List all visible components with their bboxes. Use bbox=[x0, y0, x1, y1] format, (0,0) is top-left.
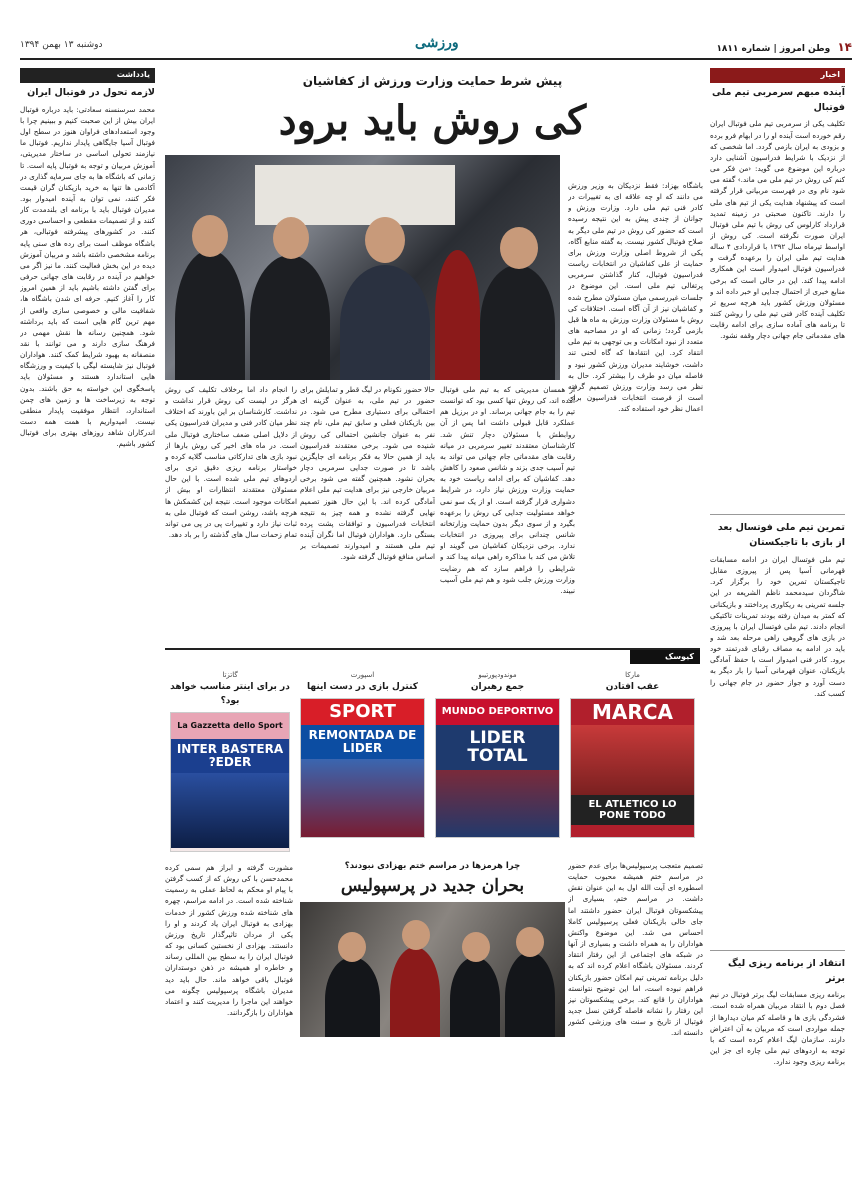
page-number: ۱۴ bbox=[837, 40, 852, 54]
news-title-1: آینده مبهم سرمربی تیم ملی فوتبال bbox=[712, 87, 845, 113]
issue-date: دوشنبه ۱۳ بهمن ۱۳۹۴ bbox=[20, 40, 103, 50]
cover-paper-name: موندودپورتیبو bbox=[478, 671, 517, 679]
issue-number: وطن امروز | شماره ۱۸۱۱ bbox=[716, 44, 831, 54]
cover-title: عقب افتادن bbox=[605, 681, 660, 692]
cover-image bbox=[300, 698, 425, 838]
main-headline: کی روش باید برود bbox=[278, 97, 587, 144]
cover-image bbox=[435, 698, 560, 838]
cover-card bbox=[435, 670, 560, 838]
section-logo: ورزشی bbox=[415, 35, 459, 51]
kiosk-label: کیوسک bbox=[630, 650, 700, 664]
news-body-3: برنامه ریزی مسابقات لیگ برتر فوتبال در نیم فصل دوم با انتقاد مربیان همراه شده است. فشردگی بازی ها و فاصله کم میان دیدارها از جمله مواردی است که مربیان به آن اعتراض دارند. سازمان لیگ اعلام کرده است که با توجه به اردوهای تیم ملی چاره ای جز این برنامه ریزی وجود ندارد. bbox=[710, 990, 845, 1067]
main-body-right: باشگاه بهزاد: فقط نزدیکان به وزیر ورزش می دانند که او چه علاقه ای به تغییرات در کادر فنی تیم ملی دارد. وزارت ورزش و جوانان از چندی پیش به این نتیجه رسیده است که حضور کی روش در تیم ملی دیگر به صلاح فوتبال کشور نیست. به گفته منابع آگاه، یکی از شروط اصلی وزارت ورزش برای حمایت از علی کفاشیان در انتخابات ریاست فدراسیون فوتبال، کنار گذاشتن سرمربی پرتغالی تیم ملی است. این موضوع در جلسات غیررسمی میان مسئولان مطرح شده و کفاشیان نیز از آن آگاه است. اختلافات کی روش با مسئولان وزارت ورزش به ماه ها قبل بازمی گردد؛ زمانی که او در مصاحبه های متعدد از نبود امکانات و بی توجهی به تیم ملی انتقاد کرد. این انتقادها که گاه لحنی تند داشت، خوشایند مدیران ورزش کشور نبود و فاصله میان دو طرف را بیشتر کرد. حال به نظر می رسد وزارت ورزش تصمیم گرفته است از فرصت انتخابات فدراسیون برای اعمال نظر خود استفاده کند. bbox=[568, 181, 703, 414]
bottom-kicker: چرا هرمزها در مراسم ختم بهزادی نبودند؟ bbox=[344, 861, 521, 871]
main-kicker: پیش شرط حمایت وزارت ورزش از کفاشیان bbox=[302, 74, 563, 88]
divider bbox=[710, 514, 845, 515]
main-body-mid-right: از همسان مدیریتی که به تیم ملی فوتبال آمده اند، کی روش تنها کسی بود که توانست تیم را به جام جهانی برساند. او در برزیل هم عملکرد قابل قبولی داشت اما پس از آن روابطش با مسئولان دچار تنش شد. کارشناسان معتقدند تغییر سرمربی در میانه رقابت های مقدماتی جام جهانی می تواند به تیم آسیب جدی بزند و شانس صعود را کاهش دهد. کفاشیان که برای ادامه ریاست خود به حمایت وزارت ورزش نیاز دارد، در شرایط دشواری قرار گرفته است. او از یک سو نمی خواهد مسئولیت جدایی کی روش را برعهده بگیرد و از سوی دیگر بدون حمایت وزارتخانه شانس چندانی برای پیروزی در انتخابات ندارد. برخی نزدیکان کفاشیان می گویند او تلاش می کند با مذاکره راهی میانه پیدا کند و شرایطی را فراهم سازد که هم رضایت وزارت ورزش جلب شود و هم تیم ملی آسیب نبیند. bbox=[440, 385, 575, 595]
divider bbox=[710, 950, 845, 951]
bottom-headline: بحران جدید در پرسپولیس bbox=[340, 876, 525, 896]
cover-card bbox=[300, 670, 425, 838]
cover-masthead: MUNDO DEPORTIVO bbox=[436, 699, 559, 725]
right-news-column bbox=[710, 68, 845, 1183]
main-photo bbox=[165, 155, 560, 380]
opinion-body: محمد سرسنسنه سعادتی: باید درباره فوتبال ایران بیش از این صحبت کنیم و ببینیم چرا با وجود استعدادهای فراوان هنوز در سطح اول فوتبال آسیا جایگاهی پایدار نداریم. فوتبال ما نیازمند تحولی اساسی در ساختار مدیریتی، آموزش مربیان و توجه به فوتبال پایه است. تا زمانی که باشگاه ها به جای سرمایه گذاری در آکادمی ها تنها به خرید بازیکنان گران قیمت فکر کنند، نمی توان به آینده امیدوار بود. مدیران فوتبال باید با برنامه ای بلندمدت کار کنند و از تصمیمات مقطعی و احساسی دوری کنند. در کشورهای پیشرفته فوتبالی، هر باشگاه موظف است برای رده های سنی پایه برنامه مشخصی داشته باشد و مربیان آموزش دیده در این بخش فعالیت کنند. ما نیز اگر می خواهیم در آینده در رقابت های جهانی حرفی برای گفتن داشته باشیم باید از همین امروز کار را آغاز کنیم. حرفه ای شدن باشگاه ها، شفافیت مالی و خصوصی سازی واقعی از مهم ترین گام هایی است که باید برداشته شود. همچنین رسانه ها نقش مهمی در فرهنگ سازی دارند و می توانند با نقد منصفانه به بهبود شرایط کمک کنند. هواداران فوتبال نیز شایسته لیگی با کیفیت و ورزشگاه هایی استاندارد هستند و مسئولان باید پاسخگوی این خواسته به حق باشند. بدون توجه به زیرساخت ها و زمین های چمن استاندارد، انتظار موفقیت پایدار منطقی نیست. امیدواریم با همت همه دست اندرکاران شاهد روزهای بهتری برای فوتبال کشور باشیم. bbox=[20, 104, 155, 449]
cover-masthead: MARCA bbox=[571, 699, 694, 725]
kiosk-section bbox=[165, 648, 700, 843]
cover-masthead: SPORT bbox=[301, 699, 424, 725]
news-body-2: تیم ملی فوتسال ایران در ادامه مسابقات قهرمانی آسیا پس از پیروزی مقابل تاجیکستان تمرین خود را برگزار کرد. شاگردان سیدمحمد ناظم الشریعه در این جلسه تمرینی به ریکاوری پرداختند و بازیکنانی که کمتر به میدان رفته بودند تمرینات تاکتیکی انجام دادند. تیم ملی فوتسال ایران با پیروزی در بازی های گروهی راهی مرحله بعد شد و باید در ادامه به مصاف رقبای قدرتمند خود برود. کادر فنی امیدوار است با حفظ آمادگی بازیکنان، عنوان قهرمانی آسیا را بار دیگر به دست آورد و جواز حضور در جام جهانی را کسب کند. bbox=[710, 554, 845, 698]
cover-paper-name: مارکا bbox=[625, 671, 640, 679]
main-body-mid-left: حالا حضور نکونام در لیگ قطر و تمایلش برای حضور در تیم ملی، به عنوان گزینه ای احتمالی برای دستیاری مطرح می شود. در بین بازیکنان فعلی و سابق تیم ملی، نام چند نفر به عنوان جانشین احتمالی کی روش شنیده می شود. برخی معتقدند فدراسیون باید از همین حالا به فکر برنامه ای جایگزین باشد تا در صورت جدایی سرمربی دچار بحران نشود. همچنین گفته می شود برخی مربیان خارجی نیز برای هدایت تیم ملی اعلام آمادگی کرده اند. با این حال هنوز تصمیم نهایی گرفته نشده و همه چیز به نتیجه انتخابات فدراسیون و توافقات پشت پرده بستگی دارد. هواداران فوتبال اما نگران آینده تیم ملی هستند و امیدوارند تصمیمات بر اساس منافع فوتبال گرفته شود. bbox=[300, 385, 435, 562]
opinion-section-label: یادداشت bbox=[20, 68, 155, 83]
cover-headline: REMONTADA DE LIDER bbox=[308, 727, 417, 755]
left-opinion-column bbox=[20, 68, 155, 1183]
cover-image bbox=[570, 698, 695, 838]
cover-paper-name: اسپورت bbox=[350, 671, 375, 679]
cover-headline: INTER BASTERA EDER? bbox=[171, 739, 289, 773]
cover-title: کنترل بازی در دست اینها bbox=[307, 681, 418, 692]
page-header bbox=[20, 30, 852, 60]
cover-paper-name: گاتزتا bbox=[222, 671, 238, 679]
issue-info bbox=[716, 38, 852, 57]
main-body-left: را انجام داد اما برخلاف تکلیف کی روش هرگز در لیست کی روش قرار نداشت و نداشت. کارشناسان بر این باورند که اختلاف نظر میان کادر فنی و مدیران فدراسیون یکی از دلایل اصلی ضعف ساختاری فوتبال ملی است. در ماه های اخیر کی روش بارها از نبود بازی های تدارکاتی مناسب گلایه کرده و خواستار برنامه ریزی دقیق تری برای اردوهای تیم ملی شده است. با این حال مسئولان معتقدند انتظارات او بیش از امکانات موجود است. نتیجه این کشمکش ها هرچه باشد، روشن است که فوتبال ملی به ثبات نیاز دارد و تغییرات پی در پی می تواند تمام زحمات سال های گذشته را بر باد دهد. bbox=[165, 385, 297, 540]
bottom-body-left: مشورت گرفته و ابراز هم سمی کرده محمدحسن با کی روش که از کسب گرفتن با پیام او محکم به لحاظ عملی به رسمیت شناخته شده است. در ادامه مراسم، چهره های شناخته شده ورزش کشور از خدمات بهزادی به فوتبال ایران یاد کردند و او را یکی از مردان تاثیرگذار تاریخ ورزش دانستند. بهزادی از نخستین کسانی بود که فوتبال ایران را به سطح بین المللی رساند و خاطره او همیشه در ذهن دوستداران فوتبال باقی خواهد ماند. حال باید دید مدیران باشگاه پرسپولیس چگونه می خواهند این ماجرا را مدیریت کنند و اعتماد هواداران را بازگردانند. bbox=[165, 863, 293, 1018]
cover-card bbox=[170, 670, 290, 852]
cover-image bbox=[170, 712, 290, 852]
cover-headline: EL ATLETICO LO PONE TODO bbox=[571, 795, 694, 825]
news-section-label: اخبار bbox=[710, 68, 845, 83]
cover-card bbox=[570, 670, 695, 838]
bottom-photo bbox=[300, 902, 565, 1037]
opinion-title: لازمه تحول در فوتبال ایران bbox=[27, 87, 155, 98]
bottom-body-right: تصمیم متعجب پرسپولیس‌ها برای عدم حضور در مراسم ختم همیشه محبوب حمایت اسطوره ای آیت الله اول به این عنوان نقش داشت. در مراسم ختم، بسیاری از پیشکسوتان فوتبال ایران حضور داشتند اما جای خالی بازیکنان فعلی پرسپولیس کاملا احساس می شد. این موضوع واکنش هواداران را به همراه داشت و بسیاری از آنها در شبکه های اجتماعی از این رفتار انتقاد کردند. مسئولان باشگاه اعلام کرده اند که به دلیل برنامه تمرینی تیم امکان حضور بازیکنان فراهم نبوده است، اما این توضیح نتوانسته هواداران را قانع کند. برخی پیشکسوتان نیز این رفتار را نشانه فاصله گرفتن نسل جدید فوتبال از تاریخ و سنت های ورزشی کشور دانسته اند. bbox=[568, 861, 703, 1038]
cover-headline: LIDER TOTAL bbox=[467, 727, 528, 767]
cover-masthead: La Gazzetta dello Sport bbox=[171, 713, 289, 739]
cover-title: در برای اینتر مناسب خواهد بود؟ bbox=[170, 681, 290, 706]
news-title-3: انتقاد از برنامه ریزی لیگ برتر bbox=[727, 957, 845, 984]
news-body-1: تکلیف یکی از سرمربی تیم ملی فوتبال ایران رقم خورده است آینده او را در ابهام فرو برده و بزودی به ایران بازمی گردد. اما شخصی که از نزدیک با شرایط فدراسیون آشنایی دارد درباره این موضوع می گوید: ‹من فکر می کنم کی روش در تیم ملی می ماند.› گفته می شود نام وی در فهرست مربیانی قرار گرفته است که پیشنهاد هدایت یکی از تیم های ملی را دارند. تاکنون صحبتی در زمینه تمدید قرارداد کارلوس کی روش با تیم ملی فوتبال ایران صورت نگرفته است. کی روش از اواسط تیرماه سال ۱۳۹۲ با قراردادی ۴ ساله هدایت تیم ملی ایران را برعهده گرفت و فدراسیون فوتبال امیدوار است این همکاری ادامه پیدا کند. این در حالی است که برخی منابع خبری از احتمال جدایی او خبر داده اند و مسئولان ورزش کشور باید هرچه سریع تر تکلیف آینده کادر فنی تیم ملی را روشن کنند تا برنامه های آماده سازی برای ادامه رقابت های مقدماتی جام جهانی دچار وقفه نشود. bbox=[710, 119, 845, 341]
cover-title: جمع رهبران bbox=[470, 681, 525, 692]
news-title-2: تمرین تیم ملی فوتسال بعد از بازی با تاجیکستان bbox=[717, 522, 845, 549]
